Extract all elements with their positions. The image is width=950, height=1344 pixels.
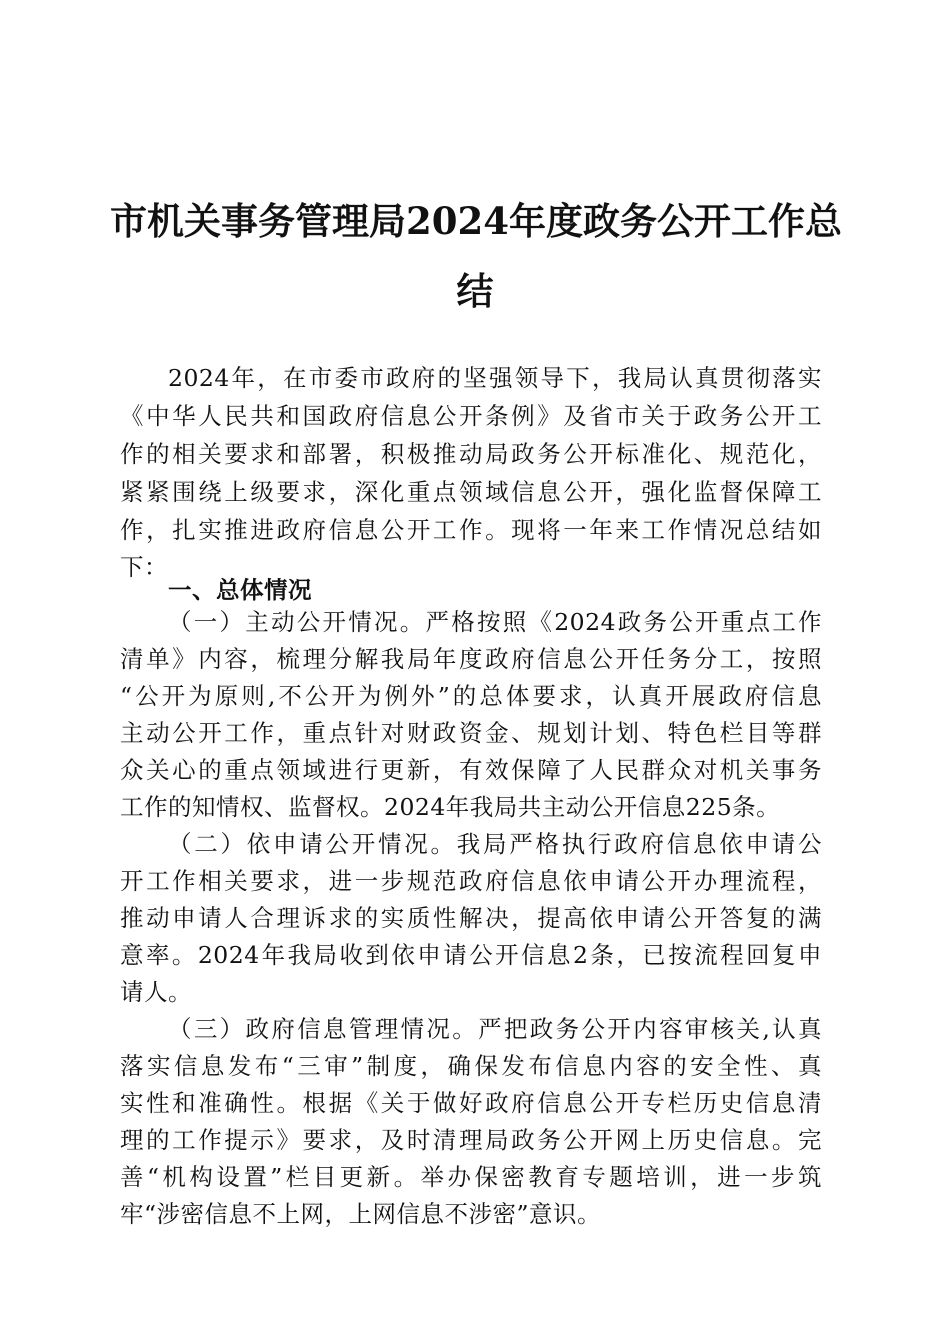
document-title-line-1: 市机关事务管理局2024年度政务公开工作总: [110, 199, 842, 243]
para2-line: （二）依申请公开情况。我局严格执行政府信息依申请公: [168, 830, 822, 858]
para3-line: 理的工作提示》要求，及时清理局政务公开网上历史信息。完: [120, 1126, 822, 1154]
intro-line: 紧紧围绕上级要求，深化重点领域信息公开，强化监督保障工: [120, 478, 822, 506]
para1-line: 工作的知情权、监督权。2024年我局共主动公开信息225条。: [120, 793, 781, 821]
intro-line: 作，扎实推进政府信息公开工作。现将一年来工作情况总结如: [120, 516, 822, 544]
para1-line: 清单》内容，梳理分解我局年度政府信息公开任务分工，按照: [120, 645, 822, 673]
para1-line: “公开为原则,不公开为例外”的总体要求，认真开展政府信息: [120, 682, 822, 710]
intro-line: 下：: [120, 553, 168, 581]
para3-line: 善“机构设置”栏目更新。举办保密教育专题培训，进一步筑: [120, 1163, 822, 1191]
para2-line: 推动申请人合理诉求的实质性解决，提高依申请公开答复的满: [120, 904, 822, 932]
intro-line: 作的相关要求和部署，积极推动局政务公开标准化、规范化，: [120, 440, 822, 468]
para1-line: 众关心的重点领域进行更新，有效保障了人民群众对机关事务: [120, 756, 822, 784]
para1-line: 主动公开工作，重点针对财政资金、规划计划、特色栏目等群: [120, 719, 822, 747]
para3-line: 实性和准确性。根据《关于做好政府信息公开专栏历史信息清: [120, 1089, 822, 1117]
para3-line: 牢“涉密信息不上网，上网信息不涉密”意识。: [120, 1200, 602, 1228]
intro-line: 《中华人民共和国政府信息公开条例》及省市关于政务公开工: [120, 402, 822, 430]
para2-line: 请人。: [120, 978, 192, 1006]
para2-line: 意率。2024年我局收到依申请公开信息2条，已按流程回复申: [120, 941, 822, 969]
para2-line: 开工作相关要求，进一步规范政府信息依申请公开办理流程，: [120, 867, 822, 895]
para1-line: （一）主动公开情况。严格按照《2024政务公开重点工作: [168, 608, 822, 636]
para3-line: （三）政府信息管理情况。严把政务公开内容审核关,认真: [168, 1015, 822, 1043]
para3-line: 落实信息发布“三审”制度，确保发布信息内容的安全性、真: [120, 1052, 822, 1080]
section-heading: 一、总体情况: [168, 576, 312, 604]
document-title-line-2: 结: [456, 269, 494, 313]
intro-line: 2024年，在市委市政府的坚强领导下，我局认真贯彻落实: [168, 364, 822, 392]
